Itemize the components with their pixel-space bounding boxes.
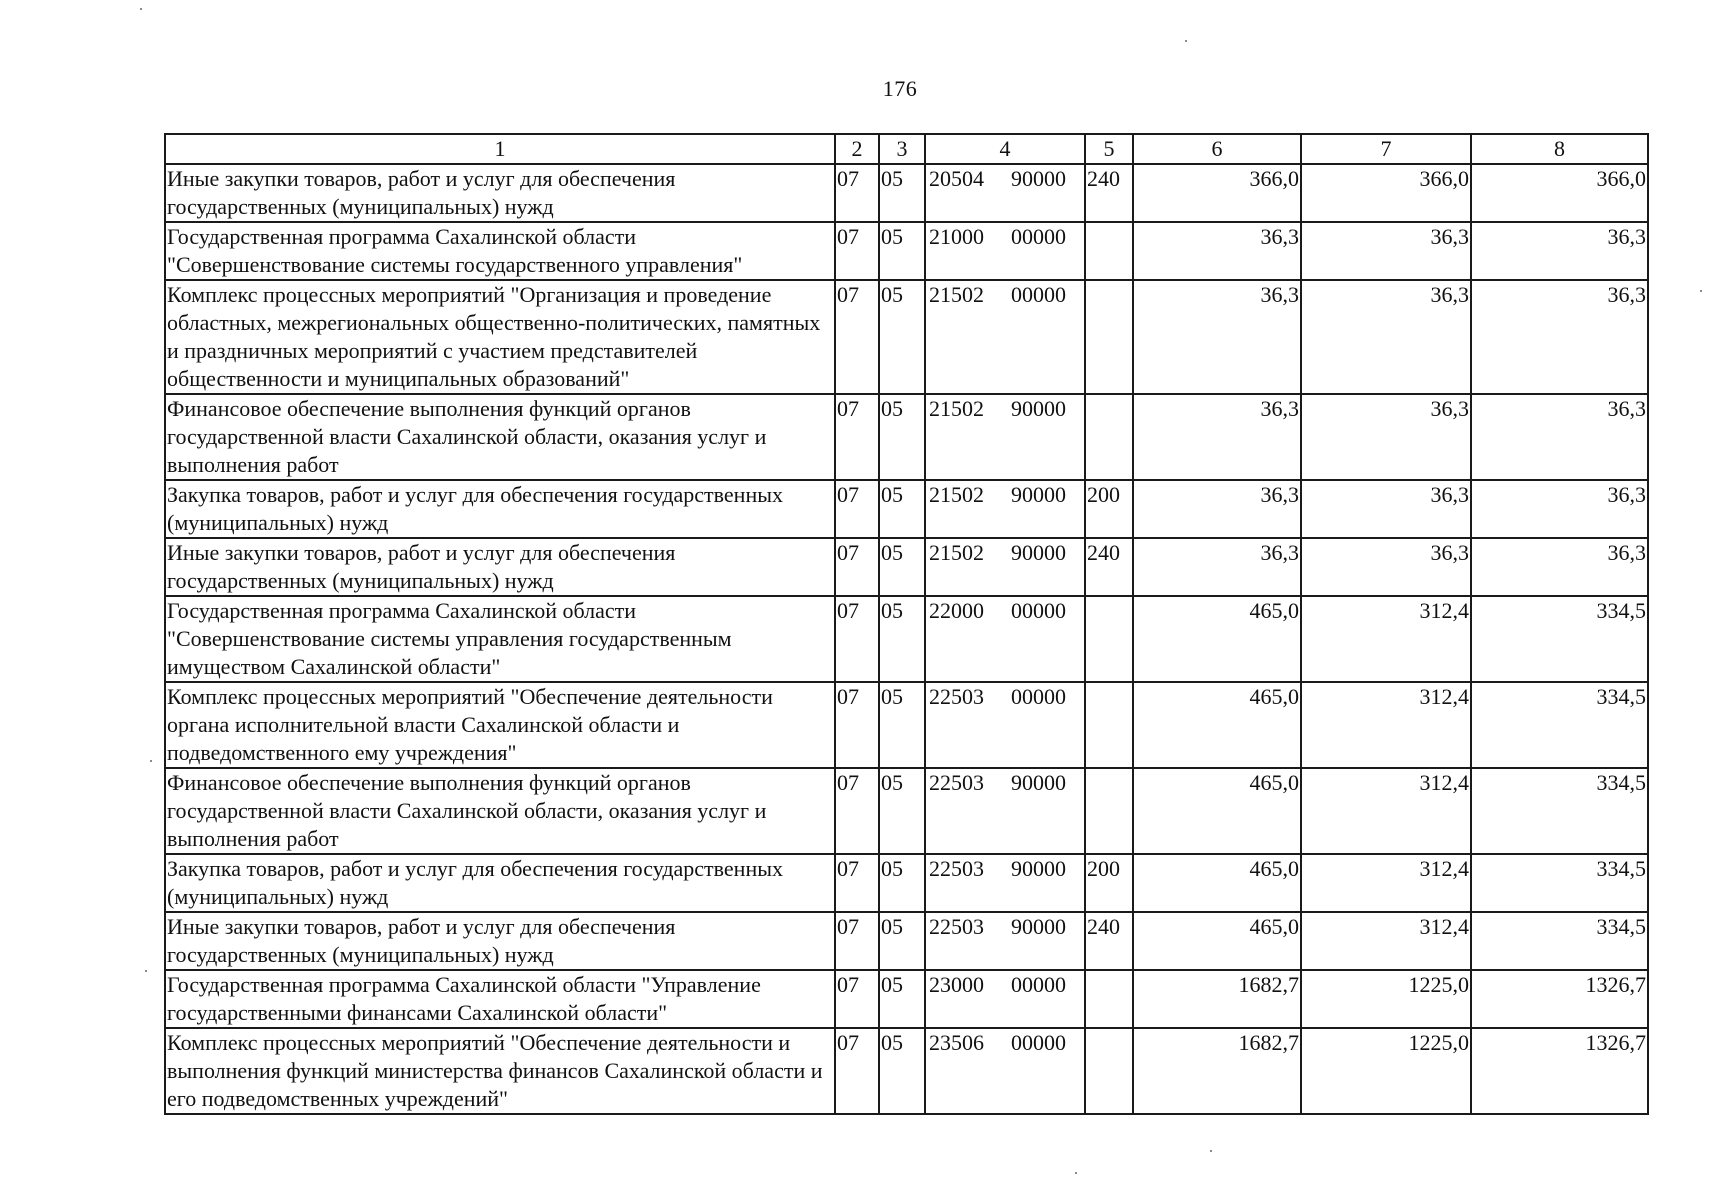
header-col-7: 7: [1301, 134, 1471, 164]
expense-type-code: [1085, 596, 1133, 682]
header-col-3: 3: [879, 134, 925, 164]
target-article-direction: 90000: [1011, 482, 1066, 507]
target-article-direction: 90000: [1011, 396, 1066, 421]
target-article-program: 21502: [929, 282, 984, 307]
target-article-code: [925, 222, 1085, 280]
amount-col-6: 1682,7: [1133, 970, 1301, 1028]
amount-col-7: 312,4: [1301, 596, 1471, 682]
target-article-program: 22000: [929, 598, 984, 623]
table-row: [165, 538, 1648, 596]
item-name: Комплекс процессных мероприятий "Обеспечение деятельности органа исполнительной власти Сахалинской области и подведомственного ему учреждения": [165, 682, 835, 768]
target-article-direction: 90000: [1011, 914, 1066, 939]
subsection-code: 05: [879, 970, 925, 1028]
target-article-program: 23506: [929, 1030, 984, 1055]
section-code: 07: [835, 682, 879, 768]
amount-col-6: 36,3: [1133, 280, 1301, 394]
target-article-program: 22503: [929, 914, 984, 939]
amount-col-6: 465,0: [1133, 912, 1301, 970]
table-row: [165, 164, 1648, 222]
table-row: [165, 970, 1648, 1028]
target-article-direction: 00000: [1011, 972, 1066, 997]
table-row: [165, 596, 1648, 682]
amount-col-8: 1326,7: [1471, 970, 1648, 1028]
expense-type-code: [1085, 768, 1133, 854]
amount-col-8: 334,5: [1471, 682, 1648, 768]
expense-type-code: 240: [1085, 912, 1133, 970]
amount-col-7: 312,4: [1301, 768, 1471, 854]
expense-type-code: [1085, 682, 1133, 768]
target-article-direction: 00000: [1011, 598, 1066, 623]
amount-col-6: 36,3: [1133, 222, 1301, 280]
amount-col-7: 1225,0: [1301, 1028, 1471, 1114]
expense-type-code: 240: [1085, 538, 1133, 596]
item-name: Государственная программа Сахалинской области "Управление государственными финансами Сахалинской области": [165, 970, 835, 1028]
target-article-code: [925, 280, 1085, 394]
section-code: 07: [835, 280, 879, 394]
section-code: 07: [835, 596, 879, 682]
section-code: 07: [835, 480, 879, 538]
item-name: Иные закупки товаров, работ и услуг для обеспечения государственных (муниципальных) нужд: [165, 538, 835, 596]
scan-speck: [1210, 1150, 1212, 1152]
amount-col-7: 312,4: [1301, 682, 1471, 768]
table-row: [165, 768, 1648, 854]
subsection-code: 05: [879, 222, 925, 280]
section-code: 07: [835, 394, 879, 480]
amount-col-8: 36,3: [1471, 222, 1648, 280]
target-article-direction: 90000: [1011, 540, 1066, 565]
expense-type-code: [1085, 222, 1133, 280]
target-article-code: [925, 682, 1085, 768]
amount-col-6: 36,3: [1133, 538, 1301, 596]
target-article-code: [925, 912, 1085, 970]
header-row: [165, 134, 1648, 164]
section-code: 07: [835, 912, 879, 970]
amount-col-7: 1225,0: [1301, 970, 1471, 1028]
target-article-program: 22503: [929, 856, 984, 881]
table-row: [165, 682, 1648, 768]
target-article-program: 22503: [929, 770, 984, 795]
scan-speck: [145, 970, 147, 972]
item-name: Закупка товаров, работ и услуг для обеспечения государственных (муниципальных) нужд: [165, 854, 835, 912]
amount-col-6: 465,0: [1133, 596, 1301, 682]
header-col-5: 5: [1085, 134, 1133, 164]
scan-speck: [150, 760, 152, 762]
item-name: Иные закупки товаров, работ и услуг для обеспечения государственных (муниципальных) нужд: [165, 912, 835, 970]
amount-col-8: 366,0: [1471, 164, 1648, 222]
header-col-6: 6: [1133, 134, 1301, 164]
header-col-1: 1: [165, 134, 835, 164]
table-row: [165, 912, 1648, 970]
amount-col-8: 334,5: [1471, 854, 1648, 912]
subsection-code: 05: [879, 280, 925, 394]
amount-col-8: 36,3: [1471, 538, 1648, 596]
subsection-code: 05: [879, 394, 925, 480]
amount-col-8: 334,5: [1471, 768, 1648, 854]
target-article-code: [925, 538, 1085, 596]
expense-type-code: [1085, 280, 1133, 394]
section-code: 07: [835, 1028, 879, 1114]
target-article-code: [925, 970, 1085, 1028]
amount-col-7: 36,3: [1301, 538, 1471, 596]
amount-col-8: 334,5: [1471, 596, 1648, 682]
subsection-code: 05: [879, 538, 925, 596]
table-row: [165, 854, 1648, 912]
item-name: Иные закупки товаров, работ и услуг для обеспечения государственных (муниципальных) нужд: [165, 164, 835, 222]
amount-col-7: 36,3: [1301, 222, 1471, 280]
target-article-program: 20504: [929, 166, 984, 191]
target-article-direction: 00000: [1011, 282, 1066, 307]
amount-col-8: 36,3: [1471, 394, 1648, 480]
section-code: 07: [835, 538, 879, 596]
target-article-code: [925, 394, 1085, 480]
target-article-direction: 00000: [1011, 224, 1066, 249]
amount-col-8: 36,3: [1471, 480, 1648, 538]
scan-speck: [1075, 1172, 1077, 1174]
amount-col-7: 312,4: [1301, 912, 1471, 970]
amount-col-6: 465,0: [1133, 854, 1301, 912]
expense-type-code: [1085, 394, 1133, 480]
target-article-code: [925, 596, 1085, 682]
amount-col-7: 366,0: [1301, 164, 1471, 222]
table-row: [165, 280, 1648, 394]
target-article-program: 21502: [929, 482, 984, 507]
amount-col-7: 36,3: [1301, 394, 1471, 480]
target-article-direction: 90000: [1011, 770, 1066, 795]
scan-speck: [1185, 40, 1187, 42]
amount-col-6: 465,0: [1133, 682, 1301, 768]
item-name: Комплекс процессных мероприятий "Организация и проведение областных, межрегиональных общественно-политических, памятных и праздничных мероприятий с участием представителей общественности и муниципальных образований": [165, 280, 835, 394]
subsection-code: 05: [879, 768, 925, 854]
item-name: Государственная программа Сахалинской области "Совершенствование системы управления государственным имуществом Сахалинской области": [165, 596, 835, 682]
subsection-code: 05: [879, 854, 925, 912]
amount-col-7: 36,3: [1301, 480, 1471, 538]
amount-col-8: 334,5: [1471, 912, 1648, 970]
amount-col-8: 1326,7: [1471, 1028, 1648, 1114]
item-name: Финансовое обеспечение выполнения функций органов государственной власти Сахалинской области, оказания услуг и выполнения работ: [165, 768, 835, 854]
target-article-code: [925, 480, 1085, 538]
target-article-program: 22503: [929, 684, 984, 709]
target-article-program: 21502: [929, 396, 984, 421]
subsection-code: 05: [879, 480, 925, 538]
subsection-code: 05: [879, 164, 925, 222]
table-row: [165, 1028, 1648, 1114]
target-article-direction: 00000: [1011, 1030, 1066, 1055]
amount-col-7: 312,4: [1301, 854, 1471, 912]
amount-col-6: 36,3: [1133, 480, 1301, 538]
target-article-direction: 90000: [1011, 166, 1066, 191]
amount-col-8: 36,3: [1471, 280, 1648, 394]
page-number: 176: [882, 76, 918, 101]
target-article-program: 21000: [929, 224, 984, 249]
scan-speck: [1700, 290, 1702, 292]
amount-col-7: 36,3: [1301, 280, 1471, 394]
amount-col-6: 366,0: [1133, 164, 1301, 222]
header-col-4: 4: [925, 134, 1085, 164]
expense-type-code: [1085, 970, 1133, 1028]
target-article-program: 23000: [929, 972, 984, 997]
target-article-code: [925, 164, 1085, 222]
section-code: 07: [835, 164, 879, 222]
budget-table: [164, 133, 1649, 1115]
section-code: 07: [835, 854, 879, 912]
header-col-2: 2: [835, 134, 879, 164]
expense-type-code: [1085, 1028, 1133, 1114]
amount-col-6: 1682,7: [1133, 1028, 1301, 1114]
section-code: 07: [835, 222, 879, 280]
target-article-code: [925, 854, 1085, 912]
section-code: 07: [835, 768, 879, 854]
target-article-code: [925, 768, 1085, 854]
subsection-code: 05: [879, 1028, 925, 1114]
expense-type-code: 240: [1085, 164, 1133, 222]
target-article-code: [925, 1028, 1085, 1114]
table-row: [165, 480, 1648, 538]
expense-type-code: 200: [1085, 480, 1133, 538]
subsection-code: 05: [879, 596, 925, 682]
table-row: [165, 394, 1648, 480]
item-name: Закупка товаров, работ и услуг для обеспечения государственных (муниципальных) нужд: [165, 480, 835, 538]
expense-type-code: 200: [1085, 854, 1133, 912]
item-name: Финансовое обеспечение выполнения функций органов государственной власти Сахалинской области, оказания услуг и выполнения работ: [165, 394, 835, 480]
header-col-8: 8: [1471, 134, 1648, 164]
target-article-direction: 00000: [1011, 684, 1066, 709]
item-name: Комплекс процессных мероприятий "Обеспечение деятельности и выполнения функций министерства финансов Сахалинской области и его подведомственных учреждений": [165, 1028, 835, 1114]
amount-col-6: 36,3: [1133, 394, 1301, 480]
subsection-code: 05: [879, 912, 925, 970]
item-name: Государственная программа Сахалинской области "Совершенствование системы государственного управления": [165, 222, 835, 280]
amount-col-6: 465,0: [1133, 768, 1301, 854]
target-article-direction: 90000: [1011, 856, 1066, 881]
target-article-program: 21502: [929, 540, 984, 565]
section-code: 07: [835, 970, 879, 1028]
scan-speck: [140, 8, 142, 10]
table-row: [165, 222, 1648, 280]
subsection-code: 05: [879, 682, 925, 768]
